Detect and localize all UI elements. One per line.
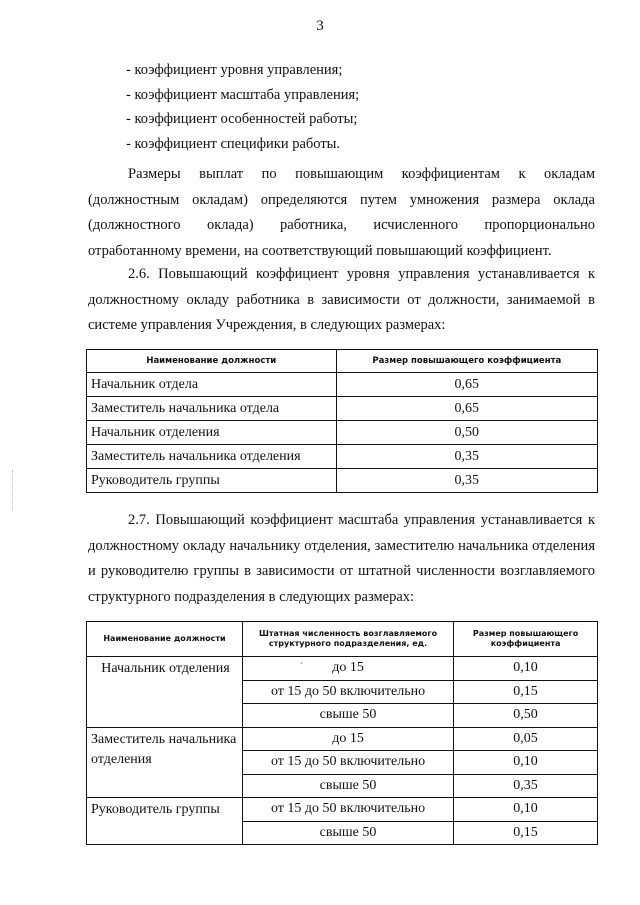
list-item: - коэффициент особенностей работы;: [126, 111, 358, 127]
column-header: Наименование должности: [87, 350, 337, 373]
position-cell: Руководитель группы: [87, 469, 337, 493]
staff-range-cell: от 15 до 50 включительно: [242, 751, 453, 775]
table-row: [87, 469, 598, 493]
staff-range-cell: свыше 50: [242, 821, 453, 845]
coefficient-cell: 0,65: [336, 373, 597, 397]
position-cell: Начальник отделения: [87, 421, 337, 445]
coefficient-cell: 0,05: [454, 727, 598, 751]
coefficient-cell: 0,15: [454, 680, 598, 704]
coefficient-cell: 0,35: [336, 445, 597, 469]
position-cell: Заместитель начальника отделения: [87, 727, 243, 798]
scan-margin-mark: [12, 470, 14, 510]
paragraph-2-7: 2.7. Повышающий коэффициент масштаба управления устанавливается к должностному окладу начальнику отделения, заместителю начальника отделения и руководителю группы в зависимости от штатной численности возглавляемого структурного подразделения в следующих размерах:: [88, 512, 595, 605]
table-row: [87, 445, 598, 469]
coefficient-cell: 0,35: [336, 469, 597, 493]
coefficient-list: [126, 58, 359, 156]
column-header: Размер повышающего коэффициента: [454, 622, 598, 657]
staff-range-cell: от 15 до 50 включительно: [242, 680, 453, 704]
staff-range-cell: до 15: [242, 727, 453, 751]
list-item: - коэффициент специфики работы.: [126, 135, 341, 152]
coefficient-cell: 0,50: [336, 421, 597, 445]
list-item: - коэффициент масштаба управления;: [126, 86, 360, 103]
management-level-table: [86, 349, 598, 493]
scan-speck: ˋ: [300, 661, 303, 671]
coefficient-cell: 0,35: [454, 774, 598, 798]
coefficient-cell: 0,10: [454, 751, 598, 775]
position-cell: Начальник отдела: [87, 373, 337, 397]
table-row: [87, 373, 598, 397]
column-header: Штатная численность возглавляемого структурного подразделения, ед.: [242, 622, 453, 657]
page-number: 3: [316, 18, 324, 34]
position-cell: Заместитель начальника отдела: [87, 397, 337, 421]
column-header: Размер повышающего коэффициента: [336, 350, 597, 373]
table-header-row: [87, 350, 598, 373]
coefficient-cell: 0,15: [454, 821, 598, 845]
coefficient-cell: 0,10: [454, 657, 598, 681]
coefficient-cell: 0,50: [454, 704, 598, 728]
list-item: - коэффициент уровня управления;: [126, 62, 343, 78]
position-cell: Руководитель группы: [87, 798, 243, 845]
table-row: [87, 657, 598, 681]
column-header: Наименование должности: [87, 622, 243, 657]
staff-range-cell: до 15: [242, 657, 453, 681]
table-row: [87, 397, 598, 421]
table-row: [87, 798, 598, 822]
paragraph-payment-sizes: Размеры выплат по повышающим коэффициентам к окладам (должностным окладам) определяются путем умножения размера оклада (должностного оклада) работника, исчисленного пропорционально отработанному времени, на соответствующий повышающий коэффициент.: [88, 166, 595, 259]
table-row: [87, 727, 598, 751]
position-cell: Начальник отделения: [87, 657, 243, 728]
staff-range-cell: свыше 50: [242, 704, 453, 728]
position-cell: Заместитель начальника отделения: [87, 445, 337, 469]
staff-range-cell: от 15 до 50 включительно: [242, 798, 453, 822]
staff-range-cell: свыше 50: [242, 774, 453, 798]
table-row: [87, 421, 598, 445]
coefficient-cell: 0,65: [336, 397, 597, 421]
coefficient-cell: 0,10: [454, 798, 598, 822]
table-header-row: [87, 622, 598, 657]
paragraph-2-6: 2.6. Повышающий коэффициент уровня управления устанавливается к должностному окладу работника в зависимости от должности, занимаемой в системе управления Учреждения, в следующих размерах:: [88, 266, 595, 333]
management-scale-table: [86, 621, 598, 845]
